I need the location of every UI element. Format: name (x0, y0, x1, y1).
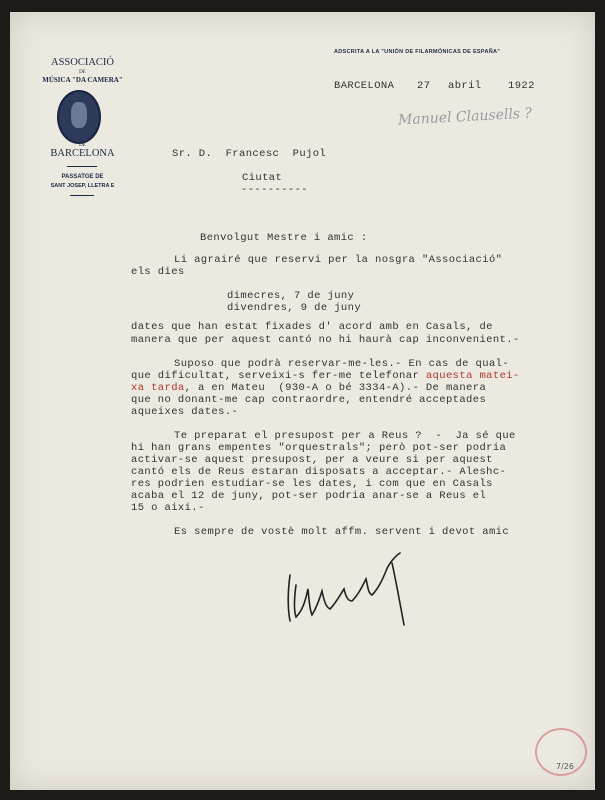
association-seal-logo (57, 90, 101, 144)
date-year: 1922 (508, 80, 535, 92)
org-address-line1: PASSATGE DE (61, 174, 104, 180)
para2-line3: , a en Mateu (930-A o bé 3334-A).- De manera (184, 382, 487, 394)
recipient-place: Ciutat (242, 172, 283, 184)
handwritten-note: Manuel Clausells ? (397, 105, 533, 129)
para1-line2: els dies (131, 266, 185, 278)
para2-line3-wrap (131, 382, 486, 394)
greeting: Benvolgut Mestre i amic : (200, 232, 368, 244)
date-option-1: dimecres, 7 de juny (227, 290, 355, 302)
para2-line1: Suposo que podrà reservar-me-les.- En cas de qual- (174, 358, 510, 370)
date-city: BARCELONA (334, 80, 395, 92)
para3-line1: Te preparat el presupost per a Reus ? - Ja sé que (174, 430, 516, 442)
recipient-underline: ---------- (241, 184, 309, 196)
para2-line2-highlight: aquesta matei- (425, 370, 520, 382)
date-option-2: divendres, 9 de juny (227, 302, 362, 314)
para2-line4: que no donant-me cap contraordre, entendré acceptades (131, 394, 487, 406)
letterhead-divider (67, 166, 97, 167)
org-de-1: DE (79, 70, 86, 75)
recipient-name: Sr. D. Francesc Pujol (172, 148, 327, 160)
org-name-line2: MÚSICA "DA CAMERA" (42, 76, 123, 84)
org-name-line1: ASSOCIACIÓ (50, 57, 114, 68)
letterhead-divider-2 (70, 195, 94, 196)
para2-line2-wrap (131, 370, 520, 382)
para3-line2: hi han grans empentes "orquestrals"; però pot-ser podria (131, 442, 507, 454)
para3-line4: cantó els de Reus estaran disposats a acceptar.- Aleshc- (131, 466, 507, 478)
handwritten-signature (282, 545, 412, 630)
date-month: abril (448, 80, 482, 92)
para2-line5: aqueixes dates.- (131, 406, 239, 418)
org-city: BARCELONA (50, 148, 115, 159)
para3-line5: res podrien estudiar-se les dates, i com que en Casals (131, 478, 493, 490)
affiliation-line: ADSCRITA A LA "UNIÓN DE FILARMÓNICAS DE ESPAÑA" (334, 49, 501, 55)
para1-line1: Li agrairé que reservi per la nosgra "Associació" (174, 254, 503, 266)
closing-line: Es sempre de vostè molt affm. servent i devot amic (174, 526, 510, 538)
para3-line6: acaba el 12 de juny, pot-ser podria anar-se a Reus el (131, 490, 487, 502)
org-de-2: DE (79, 143, 86, 148)
para1b-line1: dates que han estat fixades d' acord amb en Casals, de (131, 321, 493, 333)
org-address-line2: SANT JOSEP, LLETRA E (50, 183, 115, 189)
para3-line3: activar-se aquest presupost, per a veure si per aquest (131, 454, 493, 466)
archive-number: 7/26 (556, 762, 574, 771)
para3-line7: 15 o aixi.- (131, 502, 205, 514)
para1b-line2: manera que per aquest cantó no hi haurà cap inconvenient.- (131, 334, 520, 346)
para2-line3-highlight: xa tarda (131, 382, 185, 394)
date-day: 27 (417, 80, 431, 92)
para2-line2: que dificultat, serveixi-s fer-me telefonar (131, 370, 420, 382)
